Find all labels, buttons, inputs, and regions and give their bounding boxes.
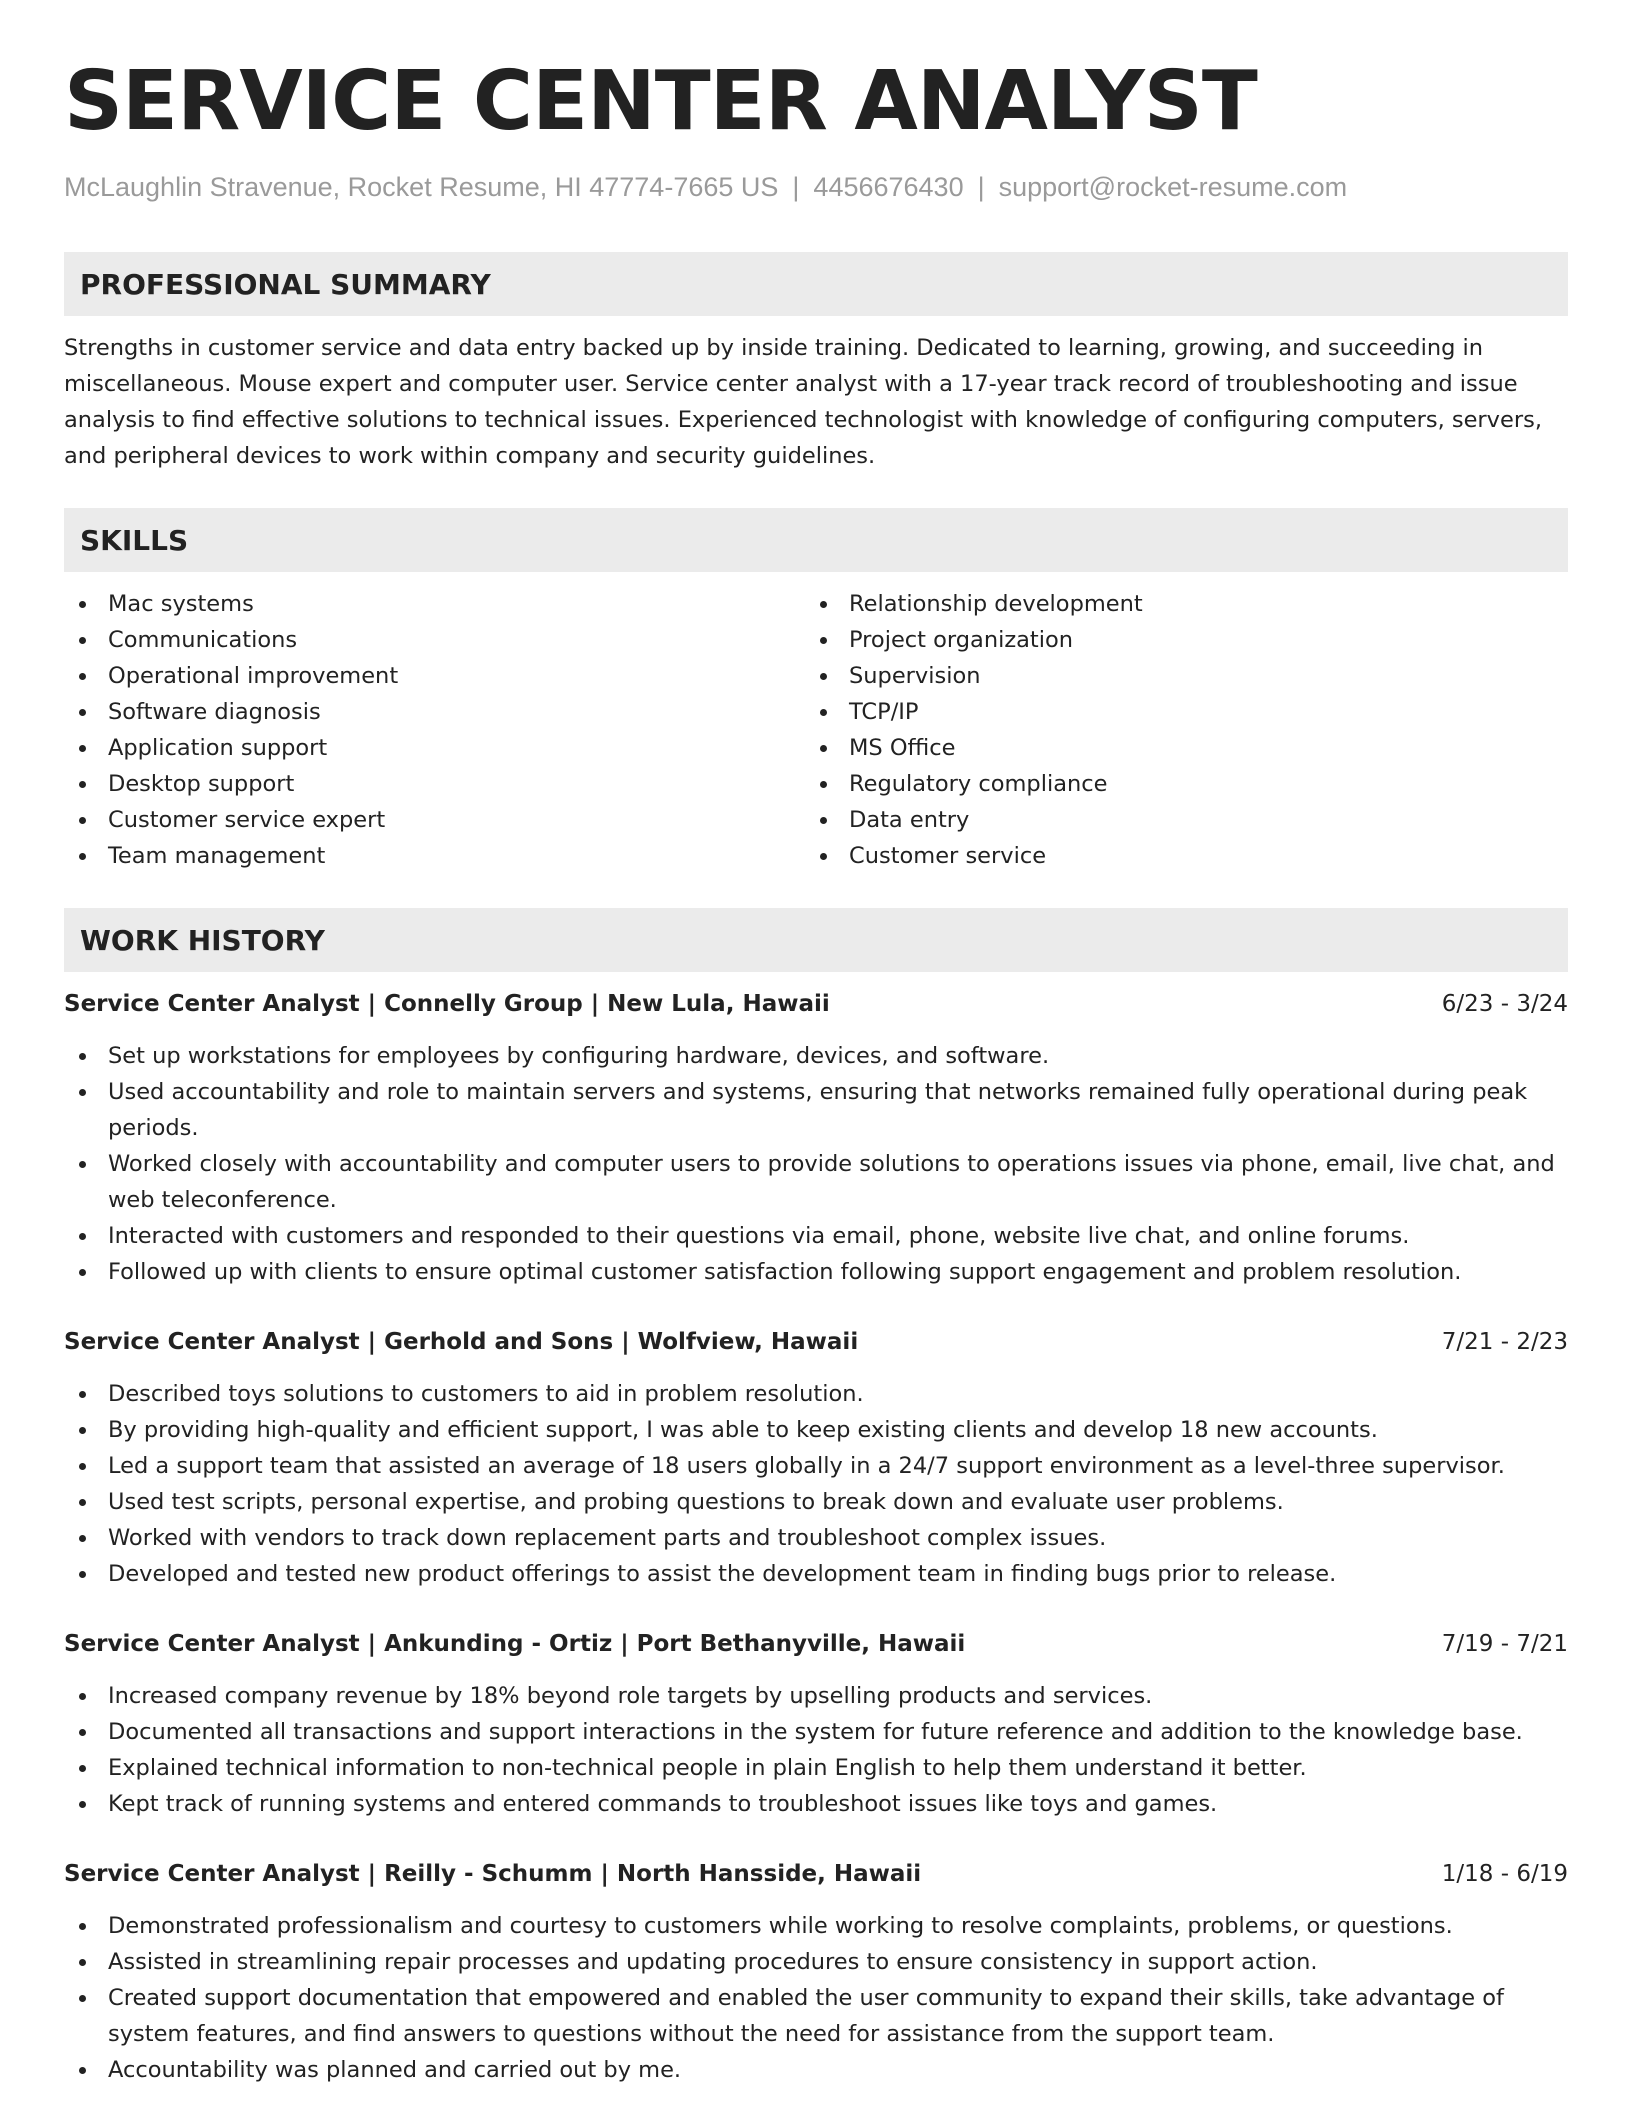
contact-phone: 4456676430 bbox=[813, 172, 964, 202]
contact-address: McLaughlin Stravenue, Rocket Resume, HI 47774-7665 US bbox=[64, 172, 779, 202]
list-item-text: MS Office bbox=[849, 735, 956, 761]
skill-item bbox=[805, 694, 1546, 730]
skills-column-right bbox=[805, 586, 1546, 874]
job-entry bbox=[64, 1626, 1568, 1822]
job-dates: 7/19 - 7/21 bbox=[1441, 1631, 1568, 1657]
list-item-text: Worked closely with accountability and computer users to provide solutions to operations issues via phone, email, live chat, and web teleconference. bbox=[108, 1151, 1555, 1213]
list-item-text: Customer service expert bbox=[108, 807, 386, 833]
list-item-text: Kept track of running systems and entered commands to troubleshoot issues like toys and games. bbox=[108, 1791, 1218, 1817]
skill-item bbox=[805, 802, 1546, 838]
list-item-text: Desktop support bbox=[108, 771, 295, 797]
list-item-text: Increased company revenue by 18% beyond role targets by upselling products and services. bbox=[108, 1683, 1153, 1709]
summary-text: Strengths in customer service and data entry backed up by inside training. Dedicated to learning, growing, and succeeding in miscellaneous. Mouse expert and computer user. Service center analyst with a 17-year track record of troubleshooting and issue analysis to find effective solutions to technical issues. Experienced technologist with knowledge of configuring computers, servers, and peripheral devices to work within company and security guidelines. bbox=[64, 335, 1542, 469]
bullet-icon bbox=[79, 1233, 86, 1240]
job-header bbox=[64, 1324, 1568, 1360]
skill-item bbox=[805, 766, 1546, 802]
list-item-text: Data entry bbox=[849, 807, 970, 833]
bullet-icon bbox=[79, 1693, 86, 1700]
job-bullet bbox=[64, 1678, 1568, 1714]
bullet-icon bbox=[79, 1269, 86, 1276]
bullet-icon bbox=[79, 601, 86, 608]
job-bullet bbox=[64, 1412, 1568, 1448]
job-bullet bbox=[64, 1146, 1568, 1218]
bullet-icon bbox=[820, 637, 827, 644]
list-item-text: By providing high-quality and efficient support, I was able to keep existing clients and develop 18 new accounts. bbox=[108, 1417, 1378, 1443]
list-item-text: Used accountability and role to maintain servers and systems, ensuring that networks remained fully operational during peak periods. bbox=[108, 1079, 1528, 1141]
list-item-text: Operational improvement bbox=[108, 663, 399, 689]
section-heading-summary: PROFESSIONAL SUMMARY bbox=[64, 252, 1568, 316]
job-bullets bbox=[64, 1908, 1568, 2088]
bullet-icon bbox=[79, 709, 86, 716]
bullet-icon bbox=[79, 1571, 86, 1578]
job-bullet bbox=[64, 1944, 1568, 1980]
job-dates: 7/21 - 2/23 bbox=[1441, 1329, 1568, 1355]
job-bullets bbox=[64, 1038, 1568, 1290]
skill-item bbox=[64, 802, 805, 838]
job-header bbox=[64, 986, 1568, 1022]
list-item-text: Software diagnosis bbox=[108, 699, 321, 725]
job-bullet bbox=[64, 1980, 1568, 2052]
bullet-icon bbox=[79, 1463, 86, 1470]
list-item-text: Followed up with clients to ensure optimal customer satisfaction following support engagement and problem resolution. bbox=[108, 1259, 1462, 1285]
skills-list bbox=[64, 586, 1568, 874]
skill-item bbox=[805, 586, 1546, 622]
job-dates: 1/18 - 6/19 bbox=[1441, 1861, 1568, 1887]
skill-item bbox=[805, 658, 1546, 694]
bullet-icon bbox=[79, 1765, 86, 1772]
list-item-text: Worked with vendors to track down replacement parts and troubleshoot complex issues. bbox=[108, 1525, 1107, 1551]
bullet-icon bbox=[79, 1089, 86, 1096]
bullet-icon bbox=[79, 1801, 86, 1808]
list-item-text: Created support documentation that empowered and enabled the user community to expand their skills, take advantage of system features, and find answers to questions without the need for assistance from the support team. bbox=[108, 1985, 1504, 2047]
contact-line bbox=[64, 170, 1568, 204]
list-item-text: TCP/IP bbox=[849, 699, 919, 725]
list-item-text: Described toys solutions to customers to aid in problem resolution. bbox=[108, 1381, 864, 1407]
list-item-text: Demonstrated professionalism and courtesy to customers while working to resolve complaints, problems, or questions. bbox=[108, 1913, 1453, 1939]
bullet-icon bbox=[79, 673, 86, 680]
bullet-icon bbox=[820, 709, 827, 716]
skill-item bbox=[805, 730, 1546, 766]
bullet-icon bbox=[820, 601, 827, 608]
contact-email: support@rocket-resume.com bbox=[998, 172, 1348, 202]
job-bullet bbox=[64, 1750, 1568, 1786]
job-header bbox=[64, 1626, 1568, 1662]
bullet-icon bbox=[79, 1499, 86, 1506]
skill-item bbox=[64, 622, 805, 658]
job-title: Service Center Analyst | Connelly Group | New Lula, Hawaii bbox=[64, 991, 830, 1017]
skill-item bbox=[64, 658, 805, 694]
job-bullet bbox=[64, 1074, 1568, 1146]
bullet-icon bbox=[79, 637, 86, 644]
bullet-icon bbox=[79, 1053, 86, 1060]
job-bullet bbox=[64, 1908, 1568, 1944]
bullet-icon bbox=[820, 745, 827, 752]
section-heading-work-history: WORK HISTORY bbox=[64, 908, 1568, 972]
job-title: Service Center Analyst | Gerhold and Sons | Wolfview, Hawaii bbox=[64, 1329, 859, 1355]
list-item-text: Accountability was planned and carried out by me. bbox=[108, 2057, 682, 2083]
list-item-text: Interacted with customers and responded to their questions via email, phone, website live chat, and online forums. bbox=[108, 1223, 1410, 1249]
bullet-icon bbox=[79, 1427, 86, 1434]
candidate-name: SERVICE CENTER ANALYST bbox=[64, 54, 1257, 149]
list-item-text: Application support bbox=[108, 735, 328, 761]
bullet-icon bbox=[820, 781, 827, 788]
contact-separator: | bbox=[977, 172, 985, 202]
bullet-icon bbox=[79, 853, 86, 860]
bullet-icon bbox=[79, 781, 86, 788]
list-item-text: Developed and tested new product offerings to assist the development team in finding bugs prior to release. bbox=[108, 1561, 1337, 1587]
bullet-icon bbox=[79, 1391, 86, 1398]
list-item-text: Led a support team that assisted an average of 18 users globally in a 24/7 support environment as a level-three supervisor. bbox=[108, 1453, 1505, 1479]
job-bullet bbox=[64, 1448, 1568, 1484]
bullet-icon bbox=[79, 1161, 86, 1168]
job-bullet bbox=[64, 1484, 1568, 1520]
job-bullet bbox=[64, 1714, 1568, 1750]
bullet-icon bbox=[79, 2067, 86, 2074]
job-dates: 6/23 - 3/24 bbox=[1441, 991, 1568, 1017]
job-header bbox=[64, 1856, 1568, 1892]
list-item-text: Project organization bbox=[849, 627, 1074, 653]
skill-item bbox=[64, 694, 805, 730]
bullet-icon bbox=[79, 1923, 86, 1930]
job-entry bbox=[64, 986, 1568, 1290]
skill-item bbox=[64, 730, 805, 766]
skills-column-left bbox=[64, 586, 805, 874]
list-item-text: Assisted in streamlining repair processes and updating procedures to ensure consistency in support action. bbox=[108, 1949, 1318, 1975]
job-bullets bbox=[64, 1376, 1568, 1592]
list-item-text: Relationship development bbox=[849, 591, 1143, 617]
bullet-icon bbox=[79, 1995, 86, 2002]
job-bullet bbox=[64, 1786, 1568, 1822]
job-bullet bbox=[64, 2052, 1568, 2088]
list-item-text: Mac systems bbox=[108, 591, 254, 617]
job-bullet bbox=[64, 1218, 1568, 1254]
bullet-icon bbox=[820, 817, 827, 824]
list-item-text: Set up workstations for employees by configuring hardware, devices, and software. bbox=[108, 1043, 1050, 1069]
skill-item bbox=[64, 766, 805, 802]
skill-item bbox=[805, 622, 1546, 658]
job-bullet bbox=[64, 1520, 1568, 1556]
bullet-icon bbox=[79, 745, 86, 752]
list-item-text: Regulatory compliance bbox=[849, 771, 1108, 797]
job-title: Service Center Analyst | Ankunding - Ortiz | Port Bethanyville, Hawaii bbox=[64, 1631, 966, 1657]
contact-separator: | bbox=[792, 172, 800, 202]
list-item-text: Team management bbox=[108, 843, 326, 869]
bullet-icon bbox=[79, 1959, 86, 1966]
job-entry bbox=[64, 1856, 1568, 2088]
bullet-icon bbox=[79, 1729, 86, 1736]
skill-item bbox=[64, 838, 805, 874]
job-bullets bbox=[64, 1678, 1568, 1822]
bullet-icon bbox=[79, 1535, 86, 1542]
job-title: Service Center Analyst | Reilly - Schumm | North Hansside, Hawaii bbox=[64, 1861, 922, 1887]
skill-item bbox=[64, 586, 805, 622]
job-entry bbox=[64, 1324, 1568, 1592]
work-history-list bbox=[64, 986, 1568, 2088]
list-item-text: Communications bbox=[108, 627, 298, 653]
job-bullet bbox=[64, 1254, 1568, 1290]
section-heading-skills: SKILLS bbox=[64, 508, 1568, 572]
job-bullet bbox=[64, 1376, 1568, 1412]
list-item-text: Customer service bbox=[849, 843, 1047, 869]
bullet-icon bbox=[820, 673, 827, 680]
job-bullet bbox=[64, 1038, 1568, 1074]
bullet-icon bbox=[820, 853, 827, 860]
bullet-icon bbox=[79, 817, 86, 824]
list-item-text: Documented all transactions and support interactions in the system for future reference and addition to the knowledge base. bbox=[108, 1719, 1523, 1745]
list-item-text: Supervision bbox=[849, 663, 981, 689]
list-item-text: Explained technical information to non-technical people in plain English to help them understand it better. bbox=[108, 1755, 1307, 1781]
skill-item bbox=[805, 838, 1546, 874]
job-bullet bbox=[64, 1556, 1568, 1592]
list-item-text: Used test scripts, personal expertise, and probing questions to break down and evaluate user problems. bbox=[108, 1489, 1284, 1515]
